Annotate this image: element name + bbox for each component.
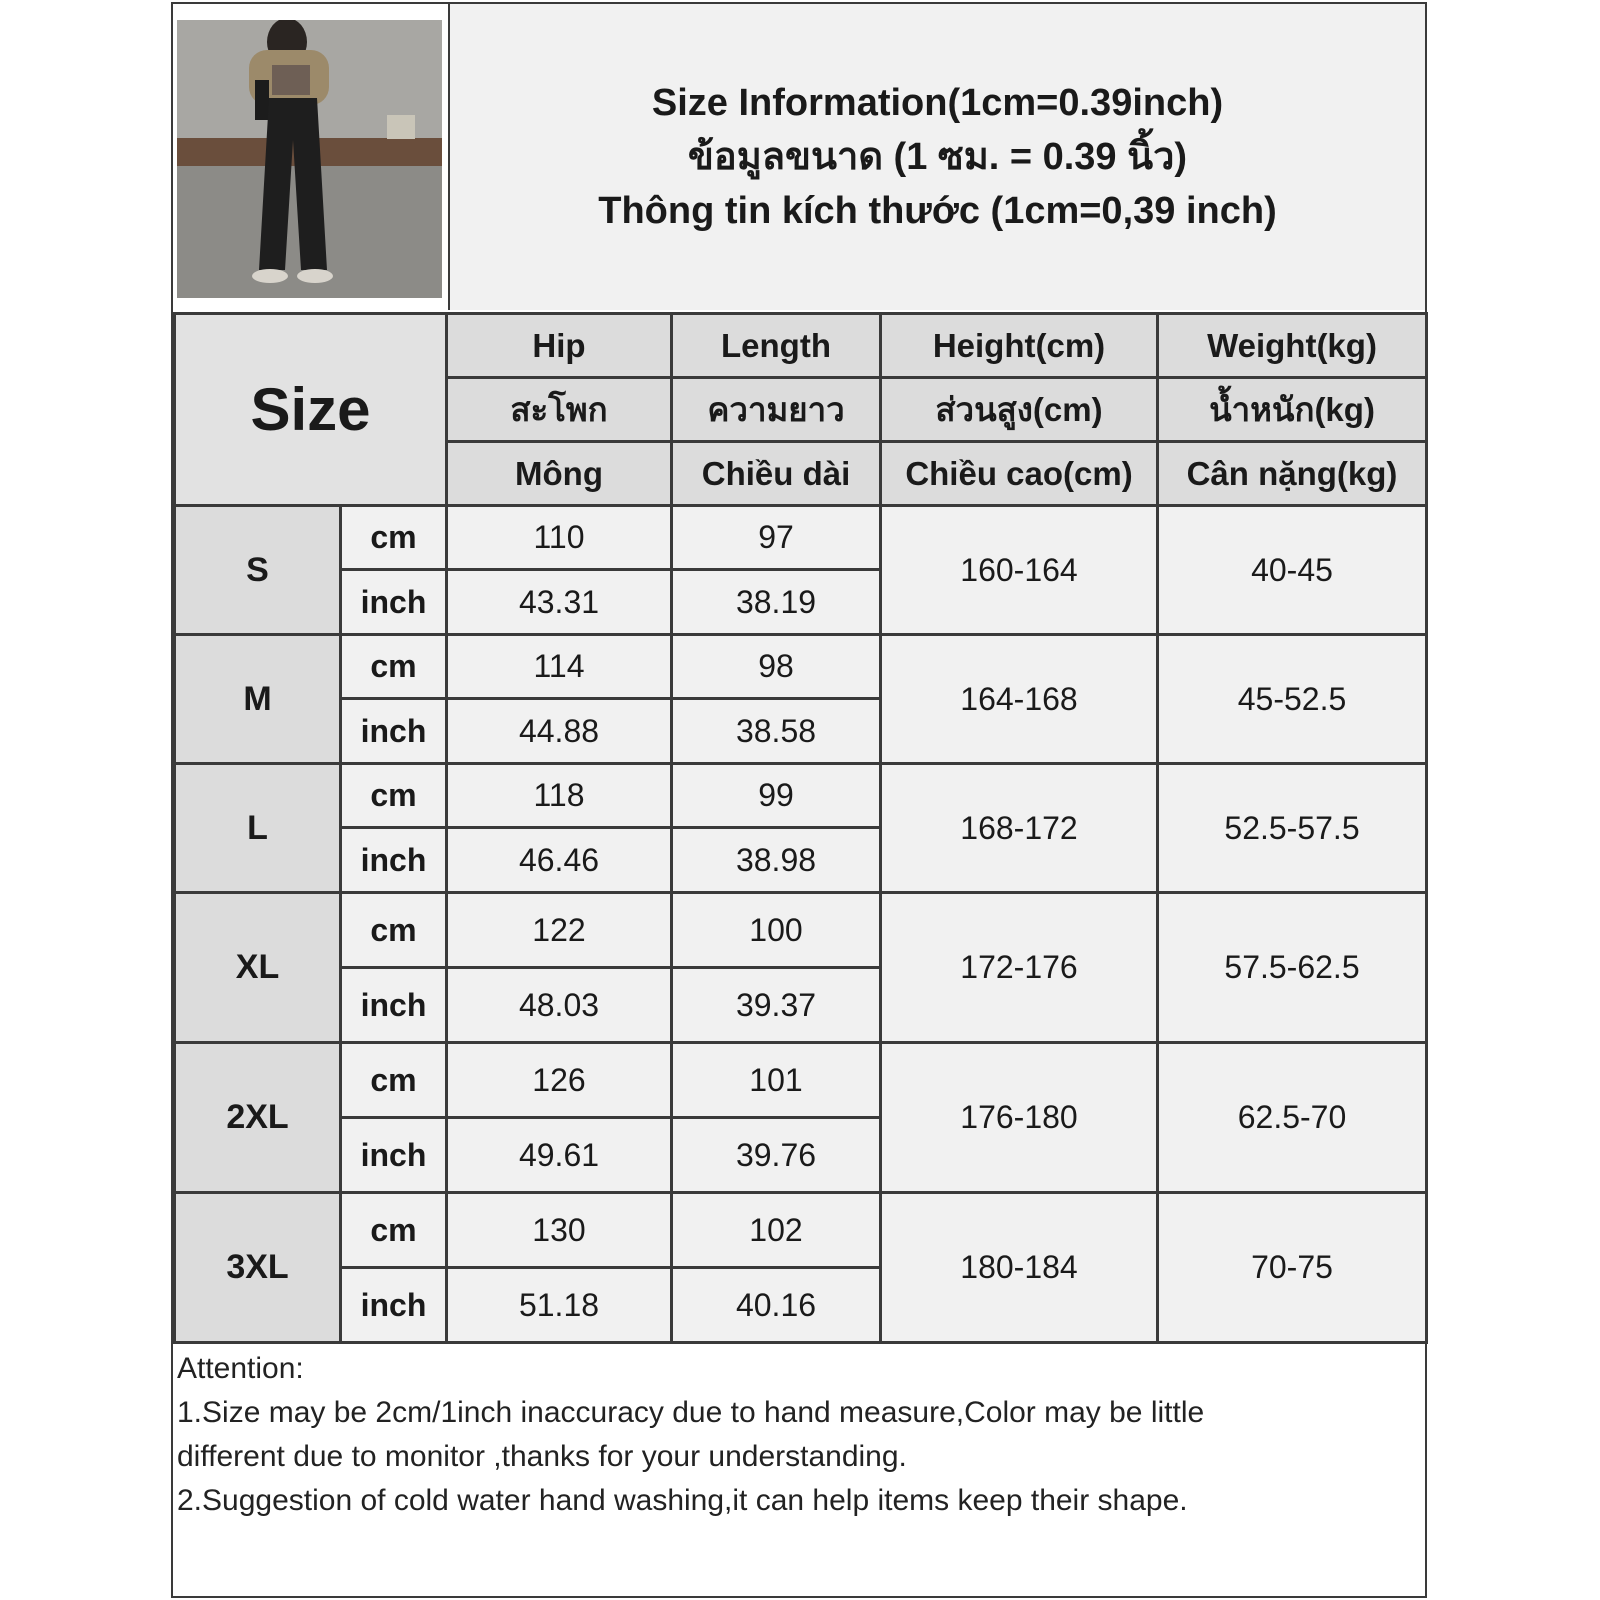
unit-inch: inch: [341, 699, 447, 764]
hip-inch-value: 46.46: [447, 828, 672, 893]
table-row: [175, 893, 1427, 968]
title-thai: ข้อมูลขนาด (1 ซม. = 0.39 นิ้ว): [687, 136, 1188, 178]
column-header-weight: Weight(kg): [1158, 314, 1427, 378]
length-inch-value: 38.98: [672, 828, 881, 893]
product-photo: [177, 20, 442, 298]
hip-cm-value: 122: [447, 893, 672, 968]
height-range: 180-184: [881, 1193, 1158, 1343]
table-row: [175, 506, 1427, 570]
weight-range: 45-52.5: [1158, 635, 1427, 764]
unit-cm: cm: [341, 1043, 447, 1118]
top-section: [173, 4, 1425, 312]
hip-inch-value: 48.03: [447, 968, 672, 1043]
hip-inch-value: 44.88: [447, 699, 672, 764]
size-label: L: [175, 764, 341, 893]
weight-range: 40-45: [1158, 506, 1427, 635]
column-header-length-vietnamese: Chiều dài: [672, 442, 881, 506]
attention-heading: Attention:: [177, 1352, 304, 1385]
size-chart-sheet: [171, 2, 1427, 1598]
attention-note-1-continued: different due to monitor ,thanks for your understanding.: [177, 1440, 907, 1473]
length-inch-value: 38.19: [672, 570, 881, 635]
attention-note-1: 1.Size may be 2cm/1inch inaccuracy due to hand measure,Color may be little: [177, 1396, 1205, 1429]
weight-range: 57.5-62.5: [1158, 893, 1427, 1043]
height-range: 172-176: [881, 893, 1158, 1043]
table-row: [175, 1193, 1427, 1268]
table-row: [175, 1043, 1427, 1118]
length-cm-value: 102: [672, 1193, 881, 1268]
attention-notes: [177, 1347, 1417, 1523]
unit-inch: inch: [341, 1118, 447, 1193]
column-header-hip-vietnamese: Mông: [447, 442, 672, 506]
unit-inch: inch: [341, 968, 447, 1043]
title-box: [448, 4, 1425, 310]
size-table: [173, 312, 1428, 1344]
attention-note-2: 2.Suggestion of cold water hand washing,it can help items keep their shape.: [177, 1484, 1188, 1517]
title-vietnamese: Thông tin kích thước (1cm=0,39 inch): [598, 190, 1277, 232]
hip-cm-value: 110: [447, 506, 672, 570]
size-label: 2XL: [175, 1043, 341, 1193]
table-row: [175, 635, 1427, 699]
height-range: 160-164: [881, 506, 1158, 635]
header-row-english: [175, 314, 1427, 378]
hip-cm-value: 118: [447, 764, 672, 828]
table-row: [175, 764, 1427, 828]
column-header-height-thai: ส่วนสูง(cm): [881, 378, 1158, 442]
length-cm-value: 98: [672, 635, 881, 699]
column-header-hip: Hip: [447, 314, 672, 378]
column-header-height: Height(cm): [881, 314, 1158, 378]
title-english: Size Information(1cm=0.39inch): [651, 82, 1224, 124]
hip-cm-value: 114: [447, 635, 672, 699]
size-label: M: [175, 635, 341, 764]
size-label: 3XL: [175, 1193, 341, 1343]
hip-inch-value: 43.31: [447, 570, 672, 635]
length-inch-value: 40.16: [672, 1268, 881, 1343]
size-label: XL: [175, 893, 341, 1043]
length-inch-value: 38.58: [672, 699, 881, 764]
length-inch-value: 39.37: [672, 968, 881, 1043]
unit-cm: cm: [341, 506, 447, 570]
column-header-hip-thai: สะโพก: [447, 378, 672, 442]
length-cm-value: 99: [672, 764, 881, 828]
unit-cm: cm: [341, 764, 447, 828]
weight-range: 52.5-57.5: [1158, 764, 1427, 893]
unit-inch: inch: [341, 1268, 447, 1343]
size-header: Size: [175, 314, 447, 506]
length-cm-value: 101: [672, 1043, 881, 1118]
hip-inch-value: 49.61: [447, 1118, 672, 1193]
length-inch-value: 39.76: [672, 1118, 881, 1193]
height-range: 176-180: [881, 1043, 1158, 1193]
unit-inch: inch: [341, 570, 447, 635]
length-cm-value: 97: [672, 506, 881, 570]
weight-range: 62.5-70: [1158, 1043, 1427, 1193]
unit-cm: cm: [341, 635, 447, 699]
size-label: S: [175, 506, 341, 635]
height-range: 168-172: [881, 764, 1158, 893]
model-wearing-pants-illustration: [177, 20, 442, 298]
length-cm-value: 100: [672, 893, 881, 968]
hip-cm-value: 126: [447, 1043, 672, 1118]
hip-cm-value: 130: [447, 1193, 672, 1268]
weight-range: 70-75: [1158, 1193, 1427, 1343]
column-header-height-vietnamese: Chiều cao(cm): [881, 442, 1158, 506]
unit-inch: inch: [341, 828, 447, 893]
column-header-weight-vietnamese: Cân nặng(kg): [1158, 442, 1427, 506]
column-header-length: Length: [672, 314, 881, 378]
height-range: 164-168: [881, 635, 1158, 764]
unit-cm: cm: [341, 1193, 447, 1268]
column-header-weight-thai: น้ำหนัก(kg): [1158, 378, 1427, 442]
hip-inch-value: 51.18: [447, 1268, 672, 1343]
unit-cm: cm: [341, 893, 447, 968]
column-header-length-thai: ความยาว: [672, 378, 881, 442]
